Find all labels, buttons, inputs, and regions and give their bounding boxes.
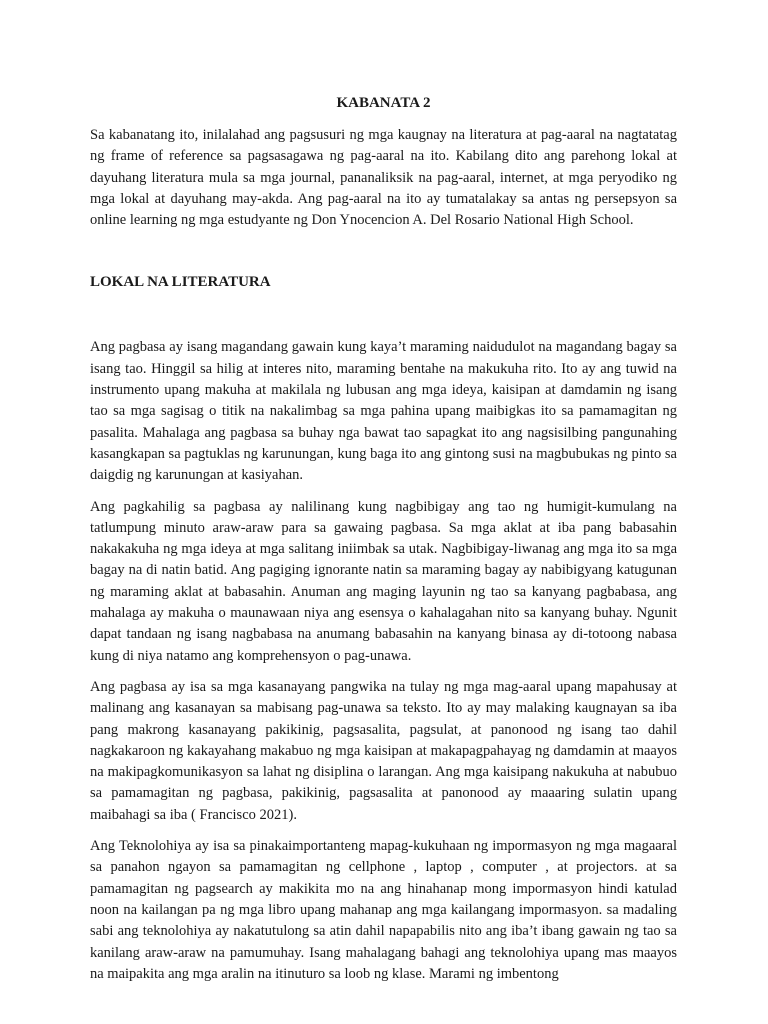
chapter-title: KABANATA 2 [336, 95, 431, 111]
section-heading: LOKAL NA LITERATURA [90, 274, 271, 291]
body-paragraph-2: Ang pagkahilig sa pagbasa ay nalilinang kung nagbibigay ang tao ng humigit-kumulang na tatlumpung minuto araw-araw para sa gawaing pagbasa. Sa mga aklat at iba pang babasahin nakakakuha ng mga ideya at mga salitang iniimbak sa utak. Nagbibigay-liwanag ang mga ito sa mga bagay na di natin batid. Ang pagiging ignorante natin sa maraming bagay ay nabibigyang katugunan ng maraming aklat at babasahin. Anuman ang maging layunin ng tao sa kanyang pagbabasa, ang mahalaga ay makuha o maunawaan niya ang esensya o kahalagahan nito sa kanyang buhay. Ngunit dapat tandaan ng isang nagbabasa na anumang babasahin na kanyang binasa ay di-totoong nabasa kung di niya natamo ang komprehensyon o pag-unawa. [90, 498, 677, 664]
intro-paragraph: Sa kabanatang ito, inilalahad ang pagsusuri ng mga kaugnay na literatura at pag-aaral na nagtatatag ng frame of reference sa pagsasagawa ng pag-aaral na ito. Kabilang dito ang parehong lokal at dayuhang literatura mula sa mga journal, pananaliksik na pag-aaral, internet, at mga peryodiko ng mga lokal at dayuhang may-akda. Ang pag-aaral na ito ay tumatalakay sa antas ng persepsyon sa online learning ng mga estudyante ng Don Ynocencion A. Del Rosario National High School. [90, 127, 677, 229]
body-paragraph-4: Ang Teknolohiya ay isa sa pinakaimportanteng mapag-kukuhaan ng impormasyon ng mga magaaral sa panahon ngayon sa pamamagitan ng cellphone , laptop , computer , at projectors. at sa pamamagitan ng pagsearch ay makikita mo na ang hinahanap mong impormasyon hindi katulad noon na kailangan pa ng mga libro upang mahanap ang mga kailangang impormasyon. sa madaling sabi ang teknolohiya ay nakatutulong sa atin dahil napapabilis nito ang iba’t ibang gawain ng tao sa kanilang araw-araw na pamumuhay. Isang mahalagang bahagi ang teknolohiya upang mas maayos na maipakita ang mga aralin na itinuturo sa loob ng klase. Marami ng imbentong [90, 838, 677, 982]
body-paragraph-1: Ang pagbasa ay isang magandang gawain kung kaya’t maraming naidudulot na magandang bagay sa isang tao. Hinggil sa hilig at interes nito, maraming bentahe na makukuha rito. Ito ay ang tuwid na instrumento upang makuha at makilala ng lubusan ang mga ideya, kaisipan at damdamin ng isang tao sa mga sagisag o titik na nakalimbag sa mga pahina upang maibigkas ito sa pamamagitan ng pasalita. Mahalaga ang pagbasa sa buhay nga bawat tao sapagkat ito ang nagsisilbing pangunahing kasangkapan sa pagtuklas ng karunungan, kung baga ito ang gintong susi na magbubukas ng pinto sa daigdig ng karunungan at kasiyahan. [90, 339, 677, 484]
document-page [90, 93, 677, 995]
body-paragraph-3: Ang pagbasa ay isa sa mga kasanayang pangwika na tulay ng mga mag-aaral upang mapahusay at malinang ang kasanayan sa mabisang pag-unawa sa teksto. Ito ay may malaking kaugnayan sa iba pang makrong kasanayang pakikinig, pagsasalita, pagsulat, at panonood ng isang tao dahil nagkakaroon ng kakayahang makabuo ng mga kaisipan at makapagpahayag ng damdamin at maayos na makipagkomunikasyon sa lahat ng disiplina o larangan. Ang mga kaisipang nakukuha at nabubuo sa pamamagitan ng pagbasa, pakikinig, pagsasalita at panonood ay maaaring sulatin upang maibahagi sa iba ( Francisco 2021). [90, 678, 677, 823]
